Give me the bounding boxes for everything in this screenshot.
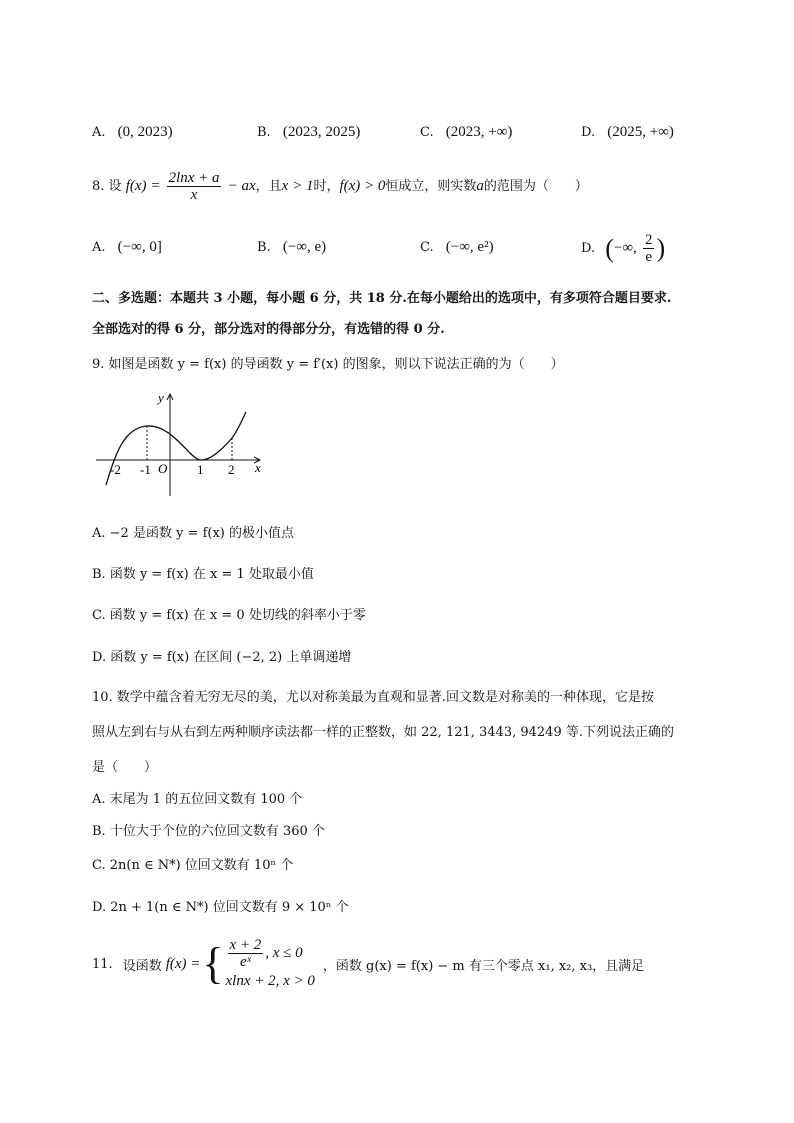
function-expr-tail: − ax — [227, 178, 256, 194]
piecewise-cases — [226, 937, 315, 992]
q9-stem: 9. 如图是函数 y = f(x) 的导函数 y = f′(x) 的图象，则以下说法正确的为（ ） — [92, 357, 564, 372]
option-letter: D. — [581, 241, 596, 256]
option-value: (2025, +∞) — [607, 124, 674, 140]
tick-label: 1 — [197, 462, 204, 477]
fraction-numerator: x + 2 — [229, 936, 262, 953]
function-expr: f(x) = — [125, 178, 161, 194]
q7-option-c — [420, 124, 512, 141]
case-1 — [226, 937, 315, 970]
option-value: (0, 2023) — [117, 124, 173, 140]
option-letter: A. — [92, 240, 106, 255]
fraction-denominator: eˣ — [239, 953, 251, 970]
q9-option-a: A. −2 是函数 y = f(x) 的极小值点 — [92, 526, 295, 541]
q7-option-b — [257, 124, 360, 141]
fraction — [643, 232, 655, 265]
tick-label: -2 — [110, 462, 121, 477]
option-letter: B. — [257, 240, 271, 255]
fraction — [167, 170, 222, 203]
q10-option-b: B. 十位大于个位的六位回文数有 360 个 — [92, 824, 325, 839]
q8-option-d: D. (−∞, $\frac{2}{e}$ ) — [581, 232, 666, 265]
fraction-denominator: x — [190, 187, 198, 203]
q8-stem — [92, 166, 588, 207]
option-letter: C. — [420, 125, 434, 140]
option-letter: B. — [257, 125, 271, 140]
case-2: xlnx + 2, x > 0 — [225, 972, 315, 989]
question-number: 8. — [92, 179, 105, 194]
q10-option-a: A. 末尾为 1 的五位回文数有 100 个 — [92, 792, 303, 807]
function-expr: f(x) = — [165, 955, 201, 972]
derivative-curve — [106, 412, 246, 485]
option-value: (2023, +∞) — [445, 124, 513, 140]
origin-label: O — [158, 461, 168, 476]
section-heading-line-2: 全部选对的得 6 分，部分选对的得部分分，有选错的得 0 分. — [92, 322, 445, 337]
y-axis-label: y — [158, 390, 164, 405]
stem-text: ，且 — [255, 179, 282, 194]
stem-text: 时， — [313, 179, 340, 194]
stem-text: 设函数 — [122, 958, 162, 974]
condition-expr: x > 1 — [281, 178, 314, 194]
q11-stem — [92, 936, 644, 992]
stem-text: 恒成立，则实数 — [385, 179, 477, 194]
stem-text: ，函数 g(x) = f(x) − m 有三个零点 x₁, x₂, x₃，且满足 — [322, 958, 645, 974]
q8-option-b — [257, 239, 326, 256]
x-axis-label: x — [255, 460, 261, 475]
option-value: (2023, 2025) — [282, 124, 361, 140]
q8-option-c — [420, 239, 494, 256]
q9-option-c: C. 函数 y = f(x) 在 x = 0 处切线的斜率小于零 — [92, 608, 366, 623]
q7-option-d — [581, 124, 674, 141]
q10-stem-line-1: 10. 数学中蕴含着无穷无尽的美，尤以对称美最为直观和显著.回文数是对称美的一种体现，它是按 — [92, 690, 654, 705]
option-letter: C. — [420, 240, 434, 255]
case-condition: , x ≤ 0 — [265, 944, 303, 961]
variable: a — [476, 178, 484, 194]
option-letter: D. — [581, 125, 596, 140]
fraction-numerator: 2 — [644, 232, 653, 248]
fraction-denominator: e — [645, 249, 653, 265]
tick-label: -1 — [140, 462, 151, 477]
fraction-numerator: 2lnx + a — [168, 170, 220, 186]
tick-label: 2 — [228, 462, 235, 477]
q7-option-a — [92, 124, 173, 141]
q10-stem-line-3: 是（ ） — [92, 760, 158, 775]
option-letter: A. — [92, 125, 106, 140]
q9-option-b: B. 函数 y = f(x) 在 x = 1 处取最小值 — [92, 567, 314, 582]
fraction — [228, 937, 264, 970]
option-value: (−∞, e) — [282, 239, 327, 255]
question-number: 11. — [92, 956, 113, 972]
section-heading-line-1: 二、多选题：本题共 3 小题，每小题 6 分，共 18 分.在每小题给出的选项中，有多项符合题目要求. — [92, 291, 672, 306]
option-value: (−∞, 0] — [117, 239, 162, 255]
q10-option-c: C. 2n(n ∈ N*) 位回文数有 10ⁿ 个 — [92, 858, 294, 873]
inequality-expr: f(x) > 0 — [339, 178, 386, 194]
stem-text: 设 — [108, 179, 122, 194]
q9-option-d: D. 函数 y = f(x) 在区间 (−2, 2) 上单调递增 — [92, 650, 352, 665]
stem-text: 的范围为（ ） — [483, 179, 588, 194]
q10-stem-line-2: 照从左到右与从右到左两种顺序读法都一样的正整数，如 22, 121, 3443, 94249 等.下列说法正确的 — [92, 725, 674, 740]
q10-option-d: D. 2n + 1(n ∈ N*) 位回文数有 9 × 10ⁿ 个 — [92, 900, 349, 915]
q8-option-a — [92, 239, 162, 256]
option-value: −∞, — [613, 240, 637, 256]
left-brace: { — [202, 939, 224, 988]
option-value: (−∞, e²) — [445, 239, 494, 255]
derivative-graph — [90, 386, 270, 501]
